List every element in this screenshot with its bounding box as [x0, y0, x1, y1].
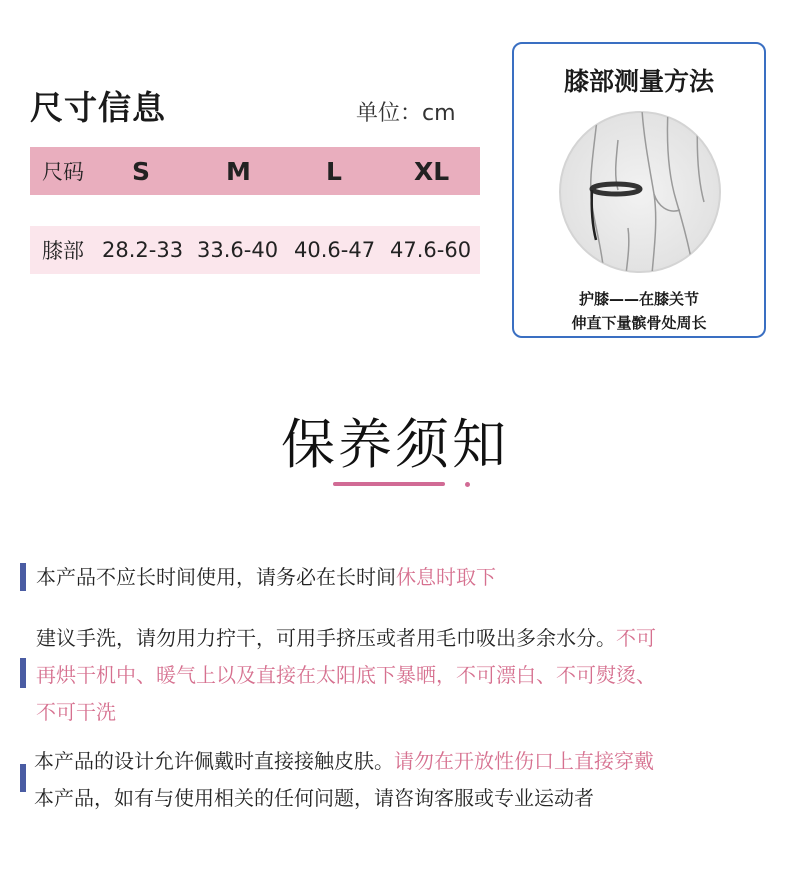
note1-text: 本产品不应长时间使用，请务必在长时间: [36, 565, 396, 589]
note-marker-3: [20, 764, 26, 792]
knee-value-s: 28.2-33: [102, 238, 184, 262]
knee-label: 膝部: [42, 239, 84, 263]
size-l: L: [326, 156, 342, 186]
measure-caption-line2: 伸直下量髌骨处周长: [571, 314, 707, 332]
measure-caption-line1: 护膝——在膝关节: [578, 290, 699, 308]
care-note-2: [36, 620, 776, 731]
measure-method-title: 膝部测量方法: [563, 67, 714, 96]
care-note-3: [34, 743, 779, 817]
care-title-underline: [333, 482, 445, 486]
knee-value-l: 40.6-47: [294, 238, 376, 262]
note2-line1-highlight: 不可: [616, 626, 656, 650]
note3-line2: 本产品，如有与使用相关的任何问题，请咨询客服或专业运动者: [34, 786, 594, 810]
knee-size-row: [30, 226, 480, 274]
note-marker-2: [20, 658, 26, 688]
knee-measure-illustration: [558, 110, 722, 274]
note-marker-1: [20, 563, 26, 591]
note1-highlight: 休息时取下: [396, 565, 496, 589]
knee-value-m: 33.6-40: [197, 238, 279, 262]
note3-line1-highlight: 请勿在开放性伤口上直接穿戴: [394, 749, 654, 773]
size-s: S: [132, 156, 151, 186]
note2-line1: 建议手洗，请勿用力拧干，可用手挤压或者用毛巾吸出多余水分。: [36, 626, 616, 650]
size-xl: XL: [414, 156, 450, 186]
size-header-row: [30, 147, 480, 195]
size-info-title: 尺寸信息: [30, 88, 166, 127]
knee-value-xl: 47.6-60: [390, 238, 472, 262]
care-title: 保养须知: [281, 413, 509, 476]
size-header-label: 尺码: [42, 160, 84, 184]
note3-line1: 本产品的设计允许佩戴时直接接触皮肤。: [34, 749, 394, 773]
note2-line2: 再烘干机中、暖气上以及直接在太阳底下暴晒，不可漂白、不可熨烫、: [36, 663, 656, 687]
note2-line3: 不可干洗: [36, 700, 116, 724]
care-title-dot: [465, 482, 470, 487]
measure-method-box: [512, 42, 766, 338]
size-m: M: [226, 156, 251, 186]
unit-label: 单位：cm: [356, 101, 456, 126]
care-note-1: [36, 559, 496, 596]
